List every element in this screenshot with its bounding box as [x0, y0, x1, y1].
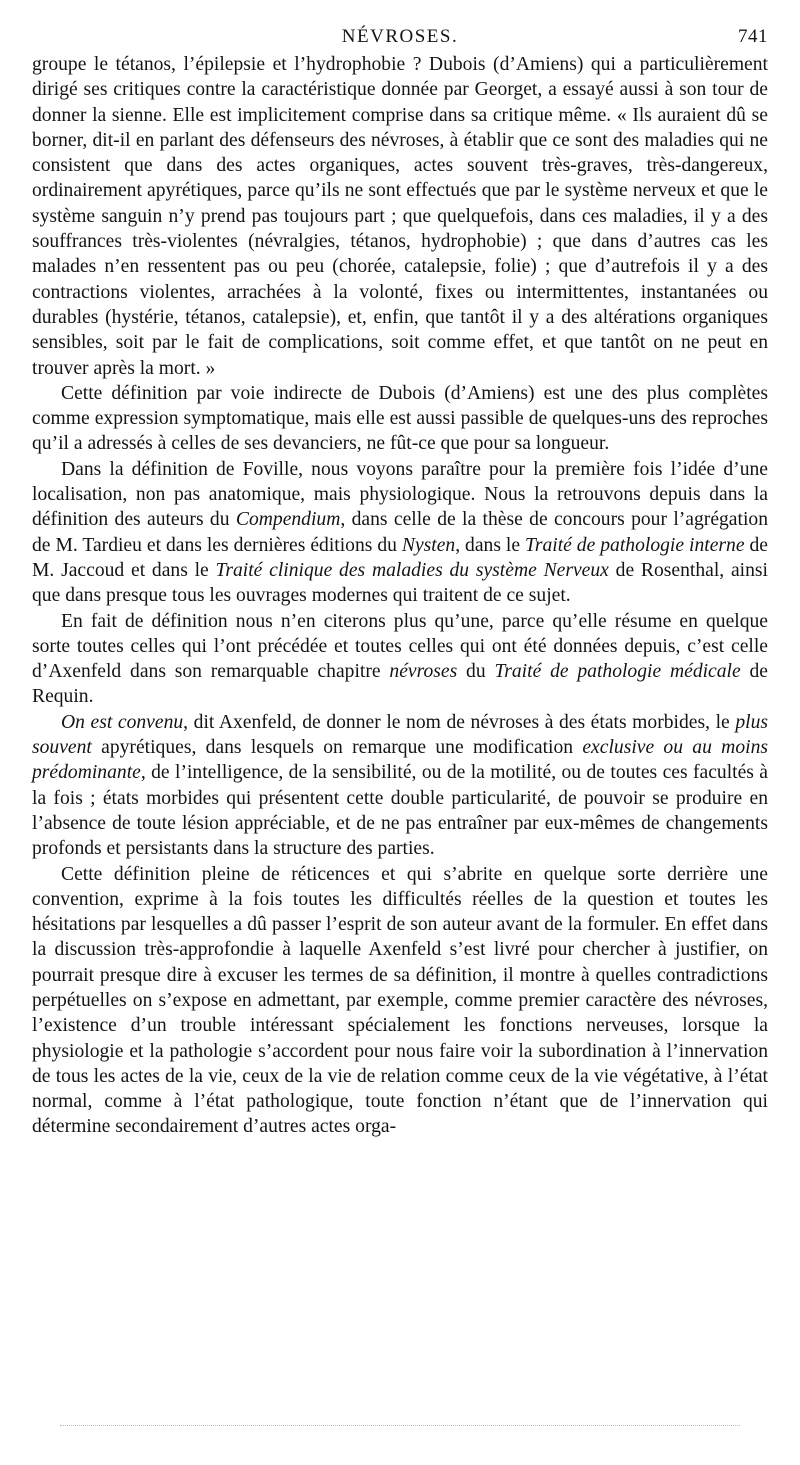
- running-title: NÉVROSES.: [341, 26, 459, 47]
- paragraph: [32, 710, 768, 862]
- italic-phrase: exclusive ou au moins prédominante: [32, 737, 768, 784]
- italic-phrase: Traité de pathologie médicale: [494, 661, 741, 683]
- italic-phrase: Traité de pathologie interne: [525, 534, 745, 556]
- text-run: , dans celle de la thèse de concours pour l’agrégation de M. Tardieu et dans les dernières éditions du: [32, 509, 768, 556]
- text-run: Cette définition par voie indirecte de Dubois (d’Amiens) est une des plus complètes comme expression symptomatique, mais elle est aussi passible de quelques-uns des reproches qu’il a adressés à celles de ses devanciers, ne fût-ce que pour sa longueur.: [32, 382, 768, 455]
- paragraph: [32, 381, 768, 457]
- text-run: Cette définition pleine de réticences et qui s’abrite en quelque sorte derrière une convention, exprime à la fois toutes les difficultés réelles de la question et toutes les hésitations par lesquelles a dû passer l’esprit de son auteur avant de la formuler. En effet dans la discussion très-approfondie à laquelle Axenfeld s’est livré pour chercher à justifier, on pourrait presque dire à excuser les termes de sa définition, il montre à quelles contradictions perpétuelles on s’expose en admettant, par exemple, comme premier caractère des névroses, l’existence d’un trouble intéressant spécialement les fonctions nerveuses, lorsque la physiologie et la pathologie s’accordent pour nous faire voir la subordination à l’innervation de tous les actes de la vie, ceux de la vie de relation comme ceux de la vie végétative, à l’état normal, comme à l’état pathologique, toute fonction n’étant que de l’innervation qui détermine secondairement d’autres actes orga-: [32, 863, 768, 1138]
- book-page: [32, 26, 768, 1140]
- text-run: , dans le: [455, 534, 526, 556]
- page-number: 741: [738, 26, 768, 47]
- body-text: [32, 52, 768, 1140]
- text-run: , de l’intelligence, de la sensibilité, ou de la motilité, ou de toutes ces facultés à la fois ; états morbides qui présentent cette double particularité, de pouvoir se produire en l’absence de toute lésion appréciable, et de ne pas entraîner par eux-mêmes de changements profonds et persistants dans la structure des parties.: [32, 762, 768, 860]
- scan-bleed-through: [60, 1425, 740, 1430]
- running-head: [32, 26, 768, 52]
- italic-phrase: Nysten: [401, 534, 456, 556]
- italic-phrase: névroses: [389, 661, 458, 683]
- text-run: groupe le tétanos, l’épilepsie et l’hydrophobie ? Dubois (d’Amiens) qui a particulièrement dirigé ses critiques contre la caractéristique donnée par Georget, a essayé aussi à son tour de donner la sienne. Elle est implicitement comprise dans sa critique même. « Ils auraient dû se borner, dit-il en parlant des défenseurs des névroses, à établir que ce sont des maladies qui ne consistent que dans des actes organiques, actes souvent très-graves, très-dangereux, ordinairement apyrétiques, parce qu’ils ne sont effectués que par le système nerveux et que le système sanguin n’y prend pas toujours part ; que quelquefois, dans ces maladies, il y a des souffrances très-violentes (névralgies, tétanos, hydrophobie) ; que dans d’autres cas les malades n’en ressentent pas ou peu (chorée, catalepsie, folie) ; que d’autrefois il y a des contractions violentes, arrachées à la volonté, fixes ou intermittentes, instantanées ou durables (hystérie, tétanos, catalepsie), et, enfin, que tantôt il y a des altérations organiques sensibles, soit par le fait de complications, soit comme effet, et que tantôt on ne peut en trouver après la mort. »: [32, 54, 768, 379]
- text-run: En fait de définition nous n’en citerons plus qu’une, parce qu’elle résume en quelque sorte toutes celles qui l’ont précédée et toutes celles qui ont été données depuis, c’est celle d’Axenfeld dans son remarquable chapitre: [32, 610, 768, 683]
- text-run: du: [457, 661, 495, 683]
- text-run: de Requin.: [32, 661, 769, 708]
- text-run: Dans la définition de Foville, nous voyons paraître pour la première fois l’idée d’une localisation, non pas anatomique, mais physiologique. Nous la retrouvons depuis dans la définition des auteurs du: [32, 458, 768, 531]
- paragraph: [32, 457, 768, 609]
- text-run: , dit Axenfeld, de donner le nom de névroses à des états morbides, le: [183, 711, 736, 733]
- paragraph: [32, 609, 768, 710]
- italic-phrase: Compendium: [235, 509, 341, 531]
- italic-phrase: plus souvent: [32, 711, 768, 759]
- text-run: de M. Jaccoud et dans le: [32, 534, 768, 581]
- italic-phrase: On est convenu: [61, 711, 184, 733]
- text-run: apyrétiques, dans lesquels on remarque une modification: [91, 737, 583, 759]
- italic-phrase: Traité clinique des maladies du système Nerveux: [215, 559, 609, 581]
- text-run: de Rosenthal, ainsi que dans presque tous les ouvrages modernes qui traitent de ce sujet.: [32, 559, 768, 607]
- paragraph: [32, 52, 768, 381]
- paragraph: [32, 862, 768, 1140]
